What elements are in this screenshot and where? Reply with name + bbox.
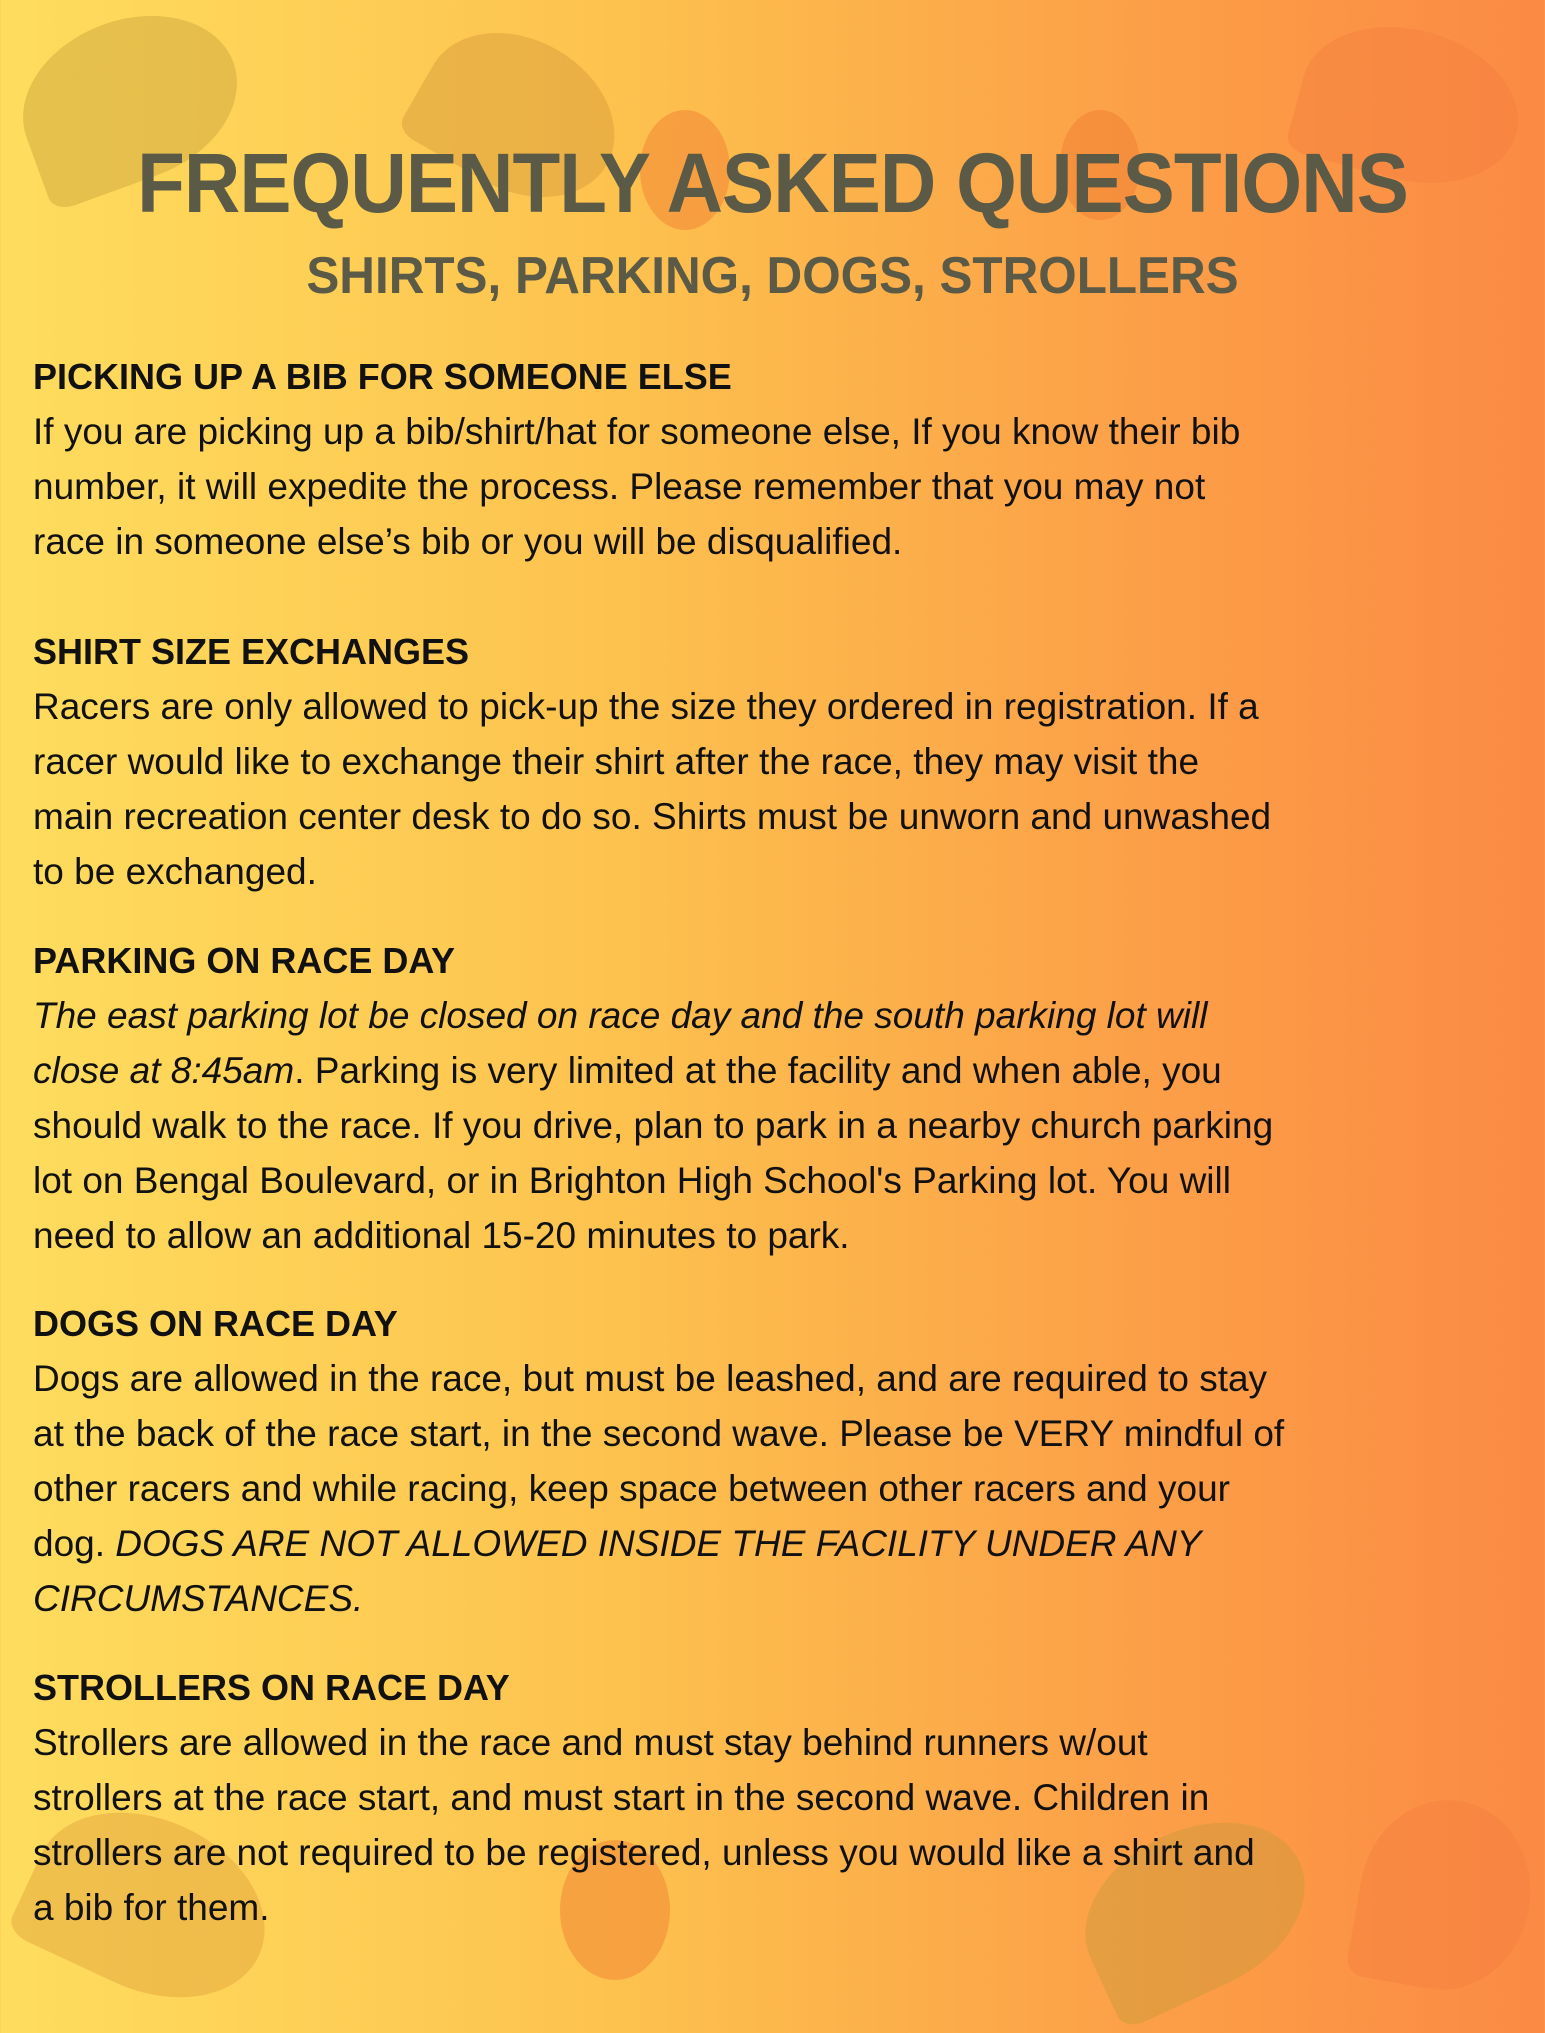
body-line xyxy=(33,514,1523,569)
faq-bib-pickup xyxy=(33,349,1523,569)
body-text: need to allow an additional 15-20 minutes to park. xyxy=(33,1215,850,1256)
body-text: should walk to the race. If you drive, plan to park in a nearby church parking xyxy=(33,1105,1274,1146)
body-line xyxy=(33,1406,1523,1461)
body-text: . Parking is very limited at the facility and when able, you xyxy=(294,1050,1222,1091)
body-text: strollers at the race start, and must start in the second wave. Children in xyxy=(33,1777,1210,1818)
emphasis-text: close at 8:45am xyxy=(33,1050,295,1091)
body-text: other racers and while racing, keep space between other racers and your xyxy=(33,1468,1231,1509)
body-line xyxy=(33,789,1523,844)
body-line xyxy=(33,1208,1523,1263)
body-line xyxy=(33,679,1523,734)
body-line xyxy=(33,1571,1523,1626)
body-text: Racers are only allowed to pick-up the size they ordered in registration. If a xyxy=(33,686,1259,727)
emphasis-text: CIRCUMSTANCES. xyxy=(33,1578,364,1619)
body-line xyxy=(33,1043,1523,1098)
section-heading: DOGS ON RACE DAY xyxy=(33,1303,398,1344)
body-line xyxy=(33,844,1523,899)
emphasis-text: DOGS ARE NOT ALLOWED INSIDE THE FACILITY UNDER ANY xyxy=(115,1523,1202,1564)
faq-dogs xyxy=(33,1296,1523,1626)
page-title: FREQUENTLY ASKED QUESTIONS xyxy=(137,136,1408,230)
body-line xyxy=(33,404,1523,459)
body-text: race in someone else’s bib or you will be disqualified. xyxy=(33,521,903,562)
body-line xyxy=(33,1153,1523,1208)
body-text: to be exchanged. xyxy=(33,851,317,892)
body-line xyxy=(33,988,1523,1043)
body-text: number, it will expedite the process. Please remember that you may not xyxy=(33,466,1206,507)
body-text: dog. xyxy=(33,1523,116,1564)
body-text: lot on Bengal Boulevard, or in Brighton High School's Parking lot. You will xyxy=(33,1160,1231,1201)
body-line xyxy=(33,1351,1523,1406)
emphasis-text: The east parking lot be closed on race day and the south parking lot will xyxy=(33,995,1208,1036)
section-heading: PARKING ON RACE DAY xyxy=(33,940,456,981)
body-text: main recreation center desk to do so. Shirts must be unworn and unwashed xyxy=(33,796,1272,837)
body-line xyxy=(33,1770,1523,1825)
body-line xyxy=(33,734,1523,789)
body-line xyxy=(33,1825,1523,1880)
body-text: a bib for them. xyxy=(33,1887,270,1928)
body-line xyxy=(33,1461,1523,1516)
body-text: Strollers are allowed in the race and must stay behind runners w/out xyxy=(33,1722,1148,1763)
faq-strollers xyxy=(33,1660,1523,1935)
section-heading: PICKING UP A BIB FOR SOMEONE ELSE xyxy=(33,356,732,397)
body-line xyxy=(33,1880,1523,1935)
body-text: If you are picking up a bib/shirt/hat for someone else, If you know their bib xyxy=(33,411,1241,452)
body-line xyxy=(33,459,1523,514)
body-text: racer would like to exchange their shirt after the race, they may visit the xyxy=(33,741,1200,782)
page-subtitle: SHIRTS, PARKING, DOGS, STROLLERS xyxy=(306,247,1239,305)
section-heading: SHIRT SIZE EXCHANGES xyxy=(33,631,470,672)
body-text: strollers are not required to be registered, unless you would like a shirt and xyxy=(33,1832,1255,1873)
body-text: at the back of the race start, in the second wave. Please be VERY mindful of xyxy=(33,1413,1285,1454)
section-heading: STROLLERS ON RACE DAY xyxy=(33,1667,510,1708)
faq-parking xyxy=(33,933,1523,1263)
body-text: Dogs are allowed in the race, but must be leashed, and are required to stay xyxy=(33,1358,1268,1399)
body-line xyxy=(33,1715,1523,1770)
body-line xyxy=(33,1098,1523,1153)
faq-shirt-exchanges xyxy=(33,624,1523,899)
body-line xyxy=(33,1516,1523,1571)
